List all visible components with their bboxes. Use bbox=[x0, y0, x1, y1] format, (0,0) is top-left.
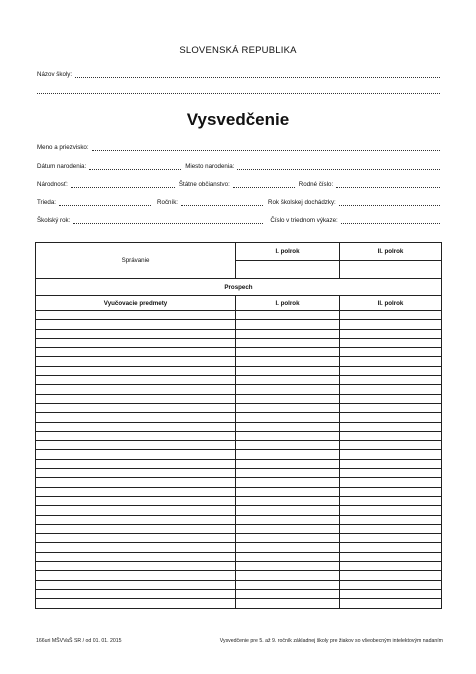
school-name-label: Názov školy: bbox=[37, 71, 73, 78]
attendance-year-line[interactable] bbox=[339, 199, 440, 206]
subject-row bbox=[36, 338, 442, 347]
birth-date-line[interactable] bbox=[89, 163, 181, 170]
term1-grade-cell[interactable] bbox=[236, 422, 340, 431]
term1-grade-cell[interactable] bbox=[236, 552, 340, 561]
subject-cell[interactable] bbox=[36, 329, 236, 338]
subject-cell[interactable] bbox=[36, 515, 236, 524]
grade-line[interactable] bbox=[181, 199, 263, 206]
term2-grade-cell[interactable] bbox=[340, 534, 442, 543]
term2-grade-cell[interactable] bbox=[340, 524, 442, 533]
subject-cell[interactable] bbox=[36, 394, 236, 403]
subject-row bbox=[36, 478, 442, 487]
term1-grade-cell[interactable] bbox=[236, 506, 340, 515]
subject-cell[interactable] bbox=[36, 506, 236, 515]
school-name-row bbox=[37, 71, 440, 78]
grade-label: Ročník: bbox=[157, 199, 179, 206]
school-name-line[interactable] bbox=[75, 71, 440, 78]
birth-place-line[interactable] bbox=[237, 163, 440, 170]
term1-header-2: I. polrok bbox=[236, 296, 340, 311]
term2-grade-cell[interactable] bbox=[340, 431, 442, 440]
term2-grade-cell[interactable] bbox=[340, 599, 442, 608]
subject-row bbox=[36, 562, 442, 571]
birth-row bbox=[37, 163, 440, 170]
term1-grade-cell[interactable] bbox=[236, 524, 340, 533]
term2-grade-cell[interactable] bbox=[340, 441, 442, 450]
behavior-label: Správanie bbox=[36, 243, 236, 279]
term1-grade-cell[interactable] bbox=[236, 534, 340, 543]
class-row bbox=[37, 199, 440, 206]
subject-row bbox=[36, 413, 442, 422]
subject-cell[interactable] bbox=[36, 450, 236, 459]
subject-cell[interactable] bbox=[36, 599, 236, 608]
subject-row bbox=[36, 487, 442, 496]
subject-cell[interactable] bbox=[36, 376, 236, 385]
subject-cell[interactable] bbox=[36, 320, 236, 329]
term1-grade-cell[interactable] bbox=[236, 543, 340, 552]
subject-row bbox=[36, 534, 442, 543]
term2-grade-cell[interactable] bbox=[340, 320, 442, 329]
footer-description: Vysvedčenie pre 5. až 9. ročník základnej školy pre žiakov so všeobecným intelektovým nadaním bbox=[219, 638, 443, 644]
subject-cell[interactable] bbox=[36, 441, 236, 450]
subject-row bbox=[36, 376, 442, 385]
birth-place-label: Miesto narodenia: bbox=[185, 163, 235, 170]
birth-number-line[interactable] bbox=[336, 181, 440, 188]
term2-grade-cell[interactable] bbox=[340, 562, 442, 571]
term1-grade-cell[interactable] bbox=[236, 376, 340, 385]
subject-row bbox=[36, 394, 442, 403]
nationality-row bbox=[37, 181, 440, 188]
register-number-line[interactable] bbox=[341, 217, 440, 224]
term1-grade-cell[interactable] bbox=[236, 580, 340, 589]
subjects-header: Vyučovacie predmety bbox=[36, 296, 236, 311]
term2-header-2: II. polrok bbox=[340, 296, 442, 311]
term1-grade-cell[interactable] bbox=[236, 478, 340, 487]
subject-cell[interactable] bbox=[36, 311, 236, 320]
term2-grade-cell[interactable] bbox=[340, 552, 442, 561]
term1-grade-cell[interactable] bbox=[236, 357, 340, 366]
subject-cell[interactable] bbox=[36, 385, 236, 394]
term1-grade-cell[interactable] bbox=[236, 599, 340, 608]
subject-cell[interactable] bbox=[36, 543, 236, 552]
subject-row bbox=[36, 580, 442, 589]
subject-row bbox=[36, 506, 442, 515]
term1-grade-cell[interactable] bbox=[236, 385, 340, 394]
term1-grade-cell[interactable] bbox=[236, 496, 340, 505]
term1-grade-cell[interactable] bbox=[236, 441, 340, 450]
subject-row bbox=[36, 524, 442, 533]
subject-row bbox=[36, 599, 442, 608]
term1-grade-cell[interactable] bbox=[236, 348, 340, 357]
document-title: Vysvedčenie bbox=[186, 110, 290, 129]
term1-grade-cell[interactable] bbox=[236, 394, 340, 403]
subject-cell[interactable] bbox=[36, 487, 236, 496]
progress-header: Prospech bbox=[36, 279, 442, 296]
school-year-label: Školský rok: bbox=[37, 217, 71, 224]
term2-grade-cell[interactable] bbox=[340, 487, 442, 496]
term2-grade-cell[interactable] bbox=[340, 394, 442, 403]
subject-cell[interactable] bbox=[36, 459, 236, 468]
term1-grade-cell[interactable] bbox=[236, 329, 340, 338]
subject-cell[interactable] bbox=[36, 571, 236, 580]
term2-grade-cell[interactable] bbox=[340, 450, 442, 459]
subject-row bbox=[36, 552, 442, 561]
birth-number-label: Rodné číslo: bbox=[298, 181, 334, 188]
subject-row bbox=[36, 385, 442, 394]
subject-cell[interactable] bbox=[36, 357, 236, 366]
term1-grade-cell[interactable] bbox=[236, 311, 340, 320]
country-heading: SLOVENSKÁ REPUBLIKA bbox=[179, 45, 297, 56]
subject-cell[interactable] bbox=[36, 478, 236, 487]
term1-grade-cell[interactable] bbox=[236, 515, 340, 524]
register-number-label: Číslo v triednom výkaze: bbox=[270, 217, 338, 224]
subject-row bbox=[36, 441, 442, 450]
subject-cell[interactable] bbox=[36, 534, 236, 543]
term1-grade-cell[interactable] bbox=[236, 366, 340, 375]
subject-cell[interactable] bbox=[36, 422, 236, 431]
behavior-term2-cell[interactable] bbox=[340, 261, 442, 279]
subject-cell[interactable] bbox=[36, 348, 236, 357]
nationality-line[interactable] bbox=[71, 181, 175, 188]
grades-table bbox=[35, 242, 442, 609]
term2-grade-cell[interactable] bbox=[340, 329, 442, 338]
term2-grade-cell[interactable] bbox=[340, 580, 442, 589]
subject-cell[interactable] bbox=[36, 496, 236, 505]
school-year-line[interactable] bbox=[73, 217, 263, 224]
term2-grade-cell[interactable] bbox=[340, 376, 442, 385]
class-line[interactable] bbox=[59, 199, 151, 206]
subject-row bbox=[36, 431, 442, 440]
term2-grade-cell[interactable] bbox=[340, 366, 442, 375]
term2-grade-cell[interactable] bbox=[340, 385, 442, 394]
term2-grade-cell[interactable] bbox=[340, 357, 442, 366]
subject-cell[interactable] bbox=[36, 469, 236, 478]
subject-cell[interactable] bbox=[36, 524, 236, 533]
subject-row bbox=[36, 543, 442, 552]
subject-row bbox=[36, 366, 442, 375]
citizenship-label: Štátne občianstvo: bbox=[178, 181, 230, 188]
subject-row bbox=[36, 320, 442, 329]
attendance-year-label: Rok školskej dochádzky: bbox=[268, 199, 336, 206]
term2-grade-cell[interactable] bbox=[340, 506, 442, 515]
subject-cell[interactable] bbox=[36, 589, 236, 598]
term2-grade-cell[interactable] bbox=[340, 348, 442, 357]
term2-grade-cell[interactable] bbox=[340, 403, 442, 412]
footer-form-code: 166uri MŠVVaŠ SR / od 01. 01. 2015 bbox=[36, 638, 122, 644]
subject-row bbox=[36, 403, 442, 412]
term2-grade-cell[interactable] bbox=[340, 459, 442, 468]
term2-grade-cell[interactable] bbox=[340, 338, 442, 347]
subject-row bbox=[36, 348, 442, 357]
term1-header: I. polrok bbox=[236, 243, 340, 261]
school-name-row-2 bbox=[37, 87, 440, 94]
term2-header: II. polrok bbox=[340, 243, 442, 261]
term1-grade-cell[interactable] bbox=[236, 338, 340, 347]
subject-row bbox=[36, 357, 442, 366]
school-year-row bbox=[37, 217, 440, 224]
term2-grade-cell[interactable] bbox=[340, 311, 442, 320]
term2-grade-cell[interactable] bbox=[340, 469, 442, 478]
term2-grade-cell[interactable] bbox=[340, 413, 442, 422]
subject-row bbox=[36, 311, 442, 320]
term2-grade-cell[interactable] bbox=[340, 589, 442, 598]
term2-grade-cell[interactable] bbox=[340, 571, 442, 580]
name-label: Meno a priezvisko: bbox=[37, 144, 89, 151]
subject-row bbox=[36, 589, 442, 598]
term1-grade-cell[interactable] bbox=[236, 403, 340, 412]
subject-cell[interactable] bbox=[36, 338, 236, 347]
term2-grade-cell[interactable] bbox=[340, 515, 442, 524]
term1-grade-cell[interactable] bbox=[236, 487, 340, 496]
subject-cell[interactable] bbox=[36, 413, 236, 422]
subject-cell[interactable] bbox=[36, 403, 236, 412]
term1-grade-cell[interactable] bbox=[236, 431, 340, 440]
subject-cell[interactable] bbox=[36, 431, 236, 440]
subject-cell[interactable] bbox=[36, 580, 236, 589]
term1-grade-cell[interactable] bbox=[236, 571, 340, 580]
citizenship-line[interactable] bbox=[233, 181, 295, 188]
subject-row bbox=[36, 450, 442, 459]
behavior-term1-cell[interactable] bbox=[236, 261, 340, 279]
term1-grade-cell[interactable] bbox=[236, 562, 340, 571]
name-line[interactable] bbox=[92, 144, 440, 151]
term2-grade-cell[interactable] bbox=[340, 422, 442, 431]
subject-row bbox=[36, 422, 442, 431]
class-label: Trieda: bbox=[37, 199, 57, 206]
subject-row bbox=[36, 515, 442, 524]
name-row bbox=[37, 144, 440, 151]
term1-grade-cell[interactable] bbox=[236, 589, 340, 598]
nationality-label: Národnosť: bbox=[37, 181, 68, 188]
birth-date-label: Dátum narodenia: bbox=[37, 163, 87, 170]
subject-cell[interactable] bbox=[36, 562, 236, 571]
subject-row bbox=[36, 496, 442, 505]
term1-grade-cell[interactable] bbox=[236, 413, 340, 422]
term1-grade-cell[interactable] bbox=[236, 320, 340, 329]
term2-grade-cell[interactable] bbox=[340, 496, 442, 505]
subject-cell[interactable] bbox=[36, 552, 236, 561]
school-name-line-2[interactable] bbox=[37, 87, 440, 94]
subject-cell[interactable] bbox=[36, 366, 236, 375]
term2-grade-cell[interactable] bbox=[340, 543, 442, 552]
term1-grade-cell[interactable] bbox=[236, 469, 340, 478]
subject-row bbox=[36, 469, 442, 478]
term1-grade-cell[interactable] bbox=[236, 450, 340, 459]
term2-grade-cell[interactable] bbox=[340, 478, 442, 487]
subject-row bbox=[36, 329, 442, 338]
subject-row bbox=[36, 459, 442, 468]
subject-row bbox=[36, 571, 442, 580]
term1-grade-cell[interactable] bbox=[236, 459, 340, 468]
